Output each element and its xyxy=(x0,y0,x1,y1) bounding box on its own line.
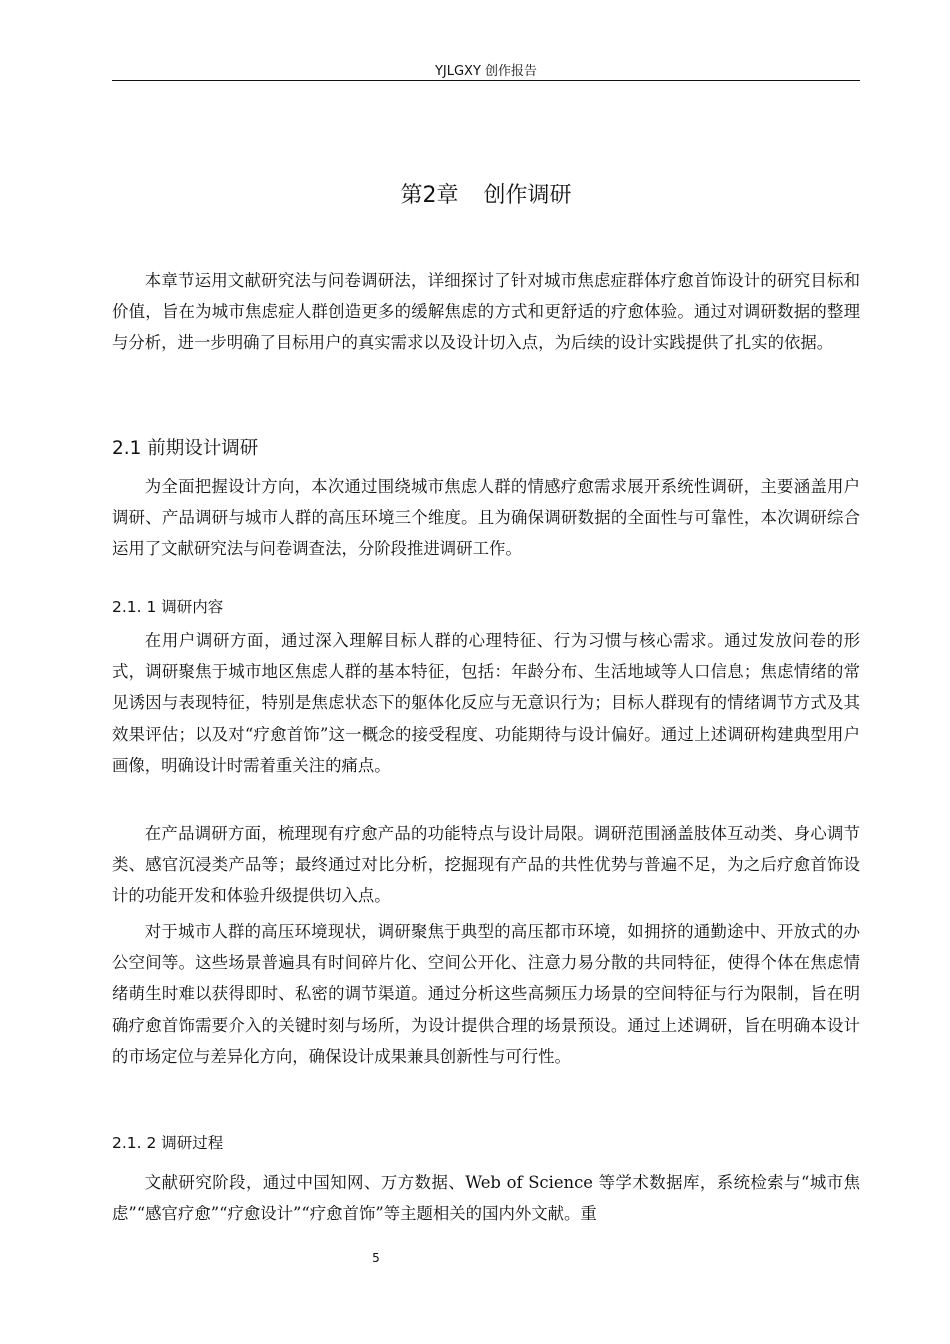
chapter-title: 第2章 创作调研 xyxy=(400,183,572,208)
header-divider xyxy=(112,80,860,81)
section-2-1-1-paragraph-3: 对于城市人群的高压环境现状，调研聚焦于典型的高压都市环境，如拥挤的通勤途中、开放式的办公空间等。这些场景普遍具有时间碎片化、空间公开化、注意力易分散的共同特征，使得个体在焦虑情绪萌生时难以获得即时、私密的调节渠道。通过分析这些高频压力场景的空间特征与行为限制，旨在明确疗愈首饰需要介入的关键时刻与场所，为设计提供合理的场景预设。通过上述调研，旨在明确本设计的市场定位与差异化方向，确保设计成果兼具创新性与可行性。 xyxy=(112,922,860,1066)
section-2-1-1-paragraph-2: 在产品调研方面，梳理现有疗愈产品的功能特点与设计局限。调研范围涵盖肢体互动类、身心调节类、感官沉浸类产品等；最终通过对比分析，挖掘现有产品的共性优势与普遍不足，为之后疗愈首饰设计的功能开发和体验升级提供切入点。 xyxy=(112,824,860,906)
intro-paragraph: 本章节运用文献研究法与问卷调研法，详细探讨了针对城市焦虑症群体疗愈首饰设计的研究目标和价值，旨在为城市焦虑症人群创造更多的缓解焦虑的方式和更舒适的疗愈体验。通过对调研数据的整理与分析，进一步明确了目标用户的真实需求以及设计切入点，为后续的设计实践提供了扎实的依据。 xyxy=(112,271,860,353)
section-2-1-2-paragraph: 文献研究阶段，通过中国知网、万方数据、Web of Science 等学术数据库，系统检索与“城市焦虑”“感官疗愈”“疗愈设计”“疗愈首饰”等主题相关的国内外文献。重 xyxy=(112,1173,860,1224)
section-2-1-1-paragraph-1: 在用户调研方面，通过深入理解目标人群的心理特征、行为习惯与核心需求。通过发放问卷的形式，调研聚焦于城市地区焦虑人群的基本特征，包括：年龄分布、生活地域等人口信息；焦虑情绪的常见诱因与表现特征，特别是焦虑状态下的躯体化反应与无意识行为；目标人群现有的情绪调节方式及其效果评估；以及对“疗愈首饰”这一概念的接受程度、功能期待与设计偏好。通过上述调研构建典型用户画像，明确设计时需着重关注的痛点。 xyxy=(112,631,860,775)
section-heading-2-1: 2.1 前期设计调研 xyxy=(112,438,259,459)
page-number: 5 xyxy=(372,1251,380,1265)
section-2-1-paragraph: 为全面把握设计方向，本次通过围绕城市焦虑人群的情感疗愈需求展开系统性调研，主要涵盖用户调研、产品调研与城市人群的高压环境三个维度。且为确保调研数据的全面性与可靠性，本次调研综合运用了文献研究法与问卷调查法，分阶段推进调研工作。 xyxy=(112,477,860,559)
section-heading-2-1-2: 2.1. 2 调研过程 xyxy=(112,1134,224,1152)
page-header: YJLGXY 创作报告 xyxy=(434,64,538,79)
section-heading-2-1-1: 2.1. 1 调研内容 xyxy=(112,598,224,616)
